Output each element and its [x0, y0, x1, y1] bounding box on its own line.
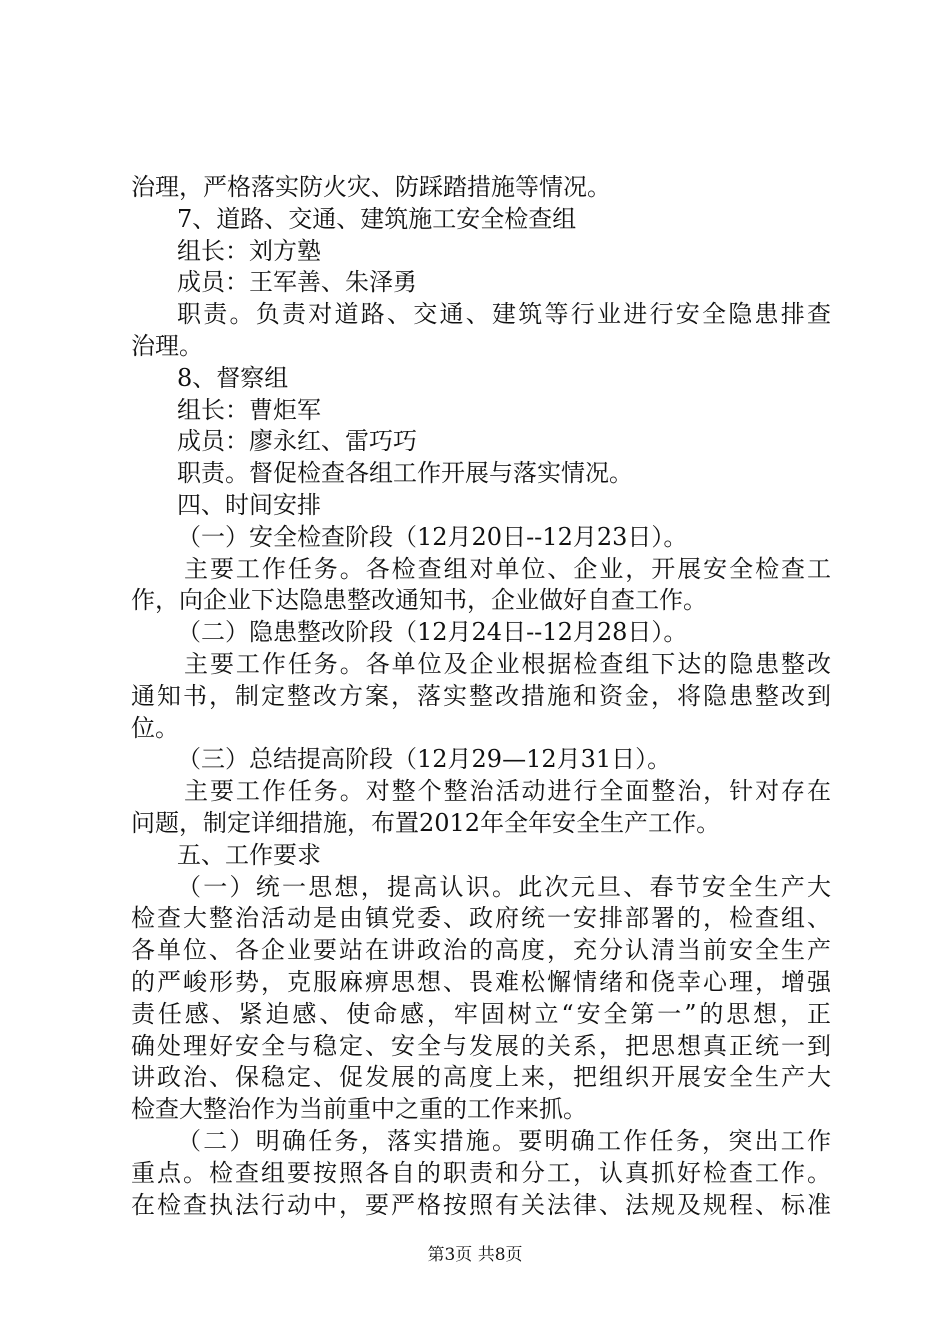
text-line: 讲政治、保稳定、促发展的高度上来，把组织开展安全生产大: [131, 1063, 831, 1092]
document-body: [131, 172, 831, 1221]
text-line: （一）统一思想，提高认识。此次元旦、春节安全生产大: [177, 872, 831, 901]
text-line: 组长：曹炬军: [177, 395, 321, 424]
text-line: 成员：廖永红、雷巧巧: [177, 427, 417, 456]
text-line: 8、督察组: [177, 363, 289, 392]
text-line: （二）隐患整改阶段（12月24日--12月28日）。: [177, 618, 688, 647]
text-line: 位。: [131, 713, 179, 742]
text-line: 问题，制定详细措施，布置2012年全年安全生产工作。: [131, 808, 721, 837]
text-line: 7、道路、交通、建筑施工安全检查组: [177, 204, 577, 233]
text-line: （二）明确任务，落实措施。要明确工作任务，突出工作: [177, 1126, 831, 1155]
text-line: 职责。负责对道路、交通、建筑等行业进行安全隐患排查: [177, 300, 831, 329]
text-line: 四、时间安排: [177, 490, 321, 519]
text-line: （三）总结提高阶段（12月29—12月31日）。: [177, 745, 672, 774]
text-line: 成员：王军善、朱泽勇: [177, 268, 417, 297]
text-line: 治理，严格落实防火灾、防踩踏措施等情况。: [131, 173, 611, 201]
text-line: 责任感、紧迫感、使命感，牢固树立“安全第一”的思想，正: [131, 999, 831, 1028]
text-line: 检查大整治作为当前重中之重的工作来抓。: [131, 1095, 587, 1124]
text-line: 主要工作任务。对整个整治活动进行全面整治，针对存在: [184, 777, 831, 806]
text-line: 五、工作要求: [177, 840, 321, 869]
text-line: 治理。: [131, 331, 203, 360]
text-line: 主要工作任务。各单位及企业根据检查组下达的隐患整改: [184, 649, 831, 678]
text-line: 的严峻形势，克服麻痹思想、畏难松懈情绪和侥幸心理，增强: [131, 967, 831, 996]
page-footer: 第3页 共8页: [427, 1245, 523, 1265]
text-line: 作，向企业下达隐患整改通知书，企业做好自查工作。: [131, 586, 707, 615]
text-line: 主要工作任务。各检查组对单位、企业，开展安全检查工: [184, 554, 831, 583]
text-line: 通知书，制定整改方案，落实整改措施和资金，将隐患整改到: [131, 681, 831, 710]
text-line: 职责。督促检查各组工作开展与落实情况。: [177, 459, 633, 488]
text-line: 确处理好安全与稳定、安全与发展的关系，把思想真正统一到: [131, 1031, 831, 1060]
text-line: （一）安全检查阶段（12月20日--12月23日）。: [177, 522, 688, 551]
text-line: 在检查执法行动中，要严格按照有关法律、法规及规程、标准: [131, 1190, 831, 1219]
text-line: 各单位、各企业要站在讲政治的高度，充分认清当前安全生产: [131, 936, 831, 965]
text-line: 组长：刘方塾: [177, 236, 321, 265]
text-line: 检查大整治活动是由镇党委、政府统一安排部署的，检查组、: [131, 904, 831, 933]
text-line: 重点。检查组要按照各自的职责和分工，认真抓好检查工作。: [131, 1158, 831, 1187]
